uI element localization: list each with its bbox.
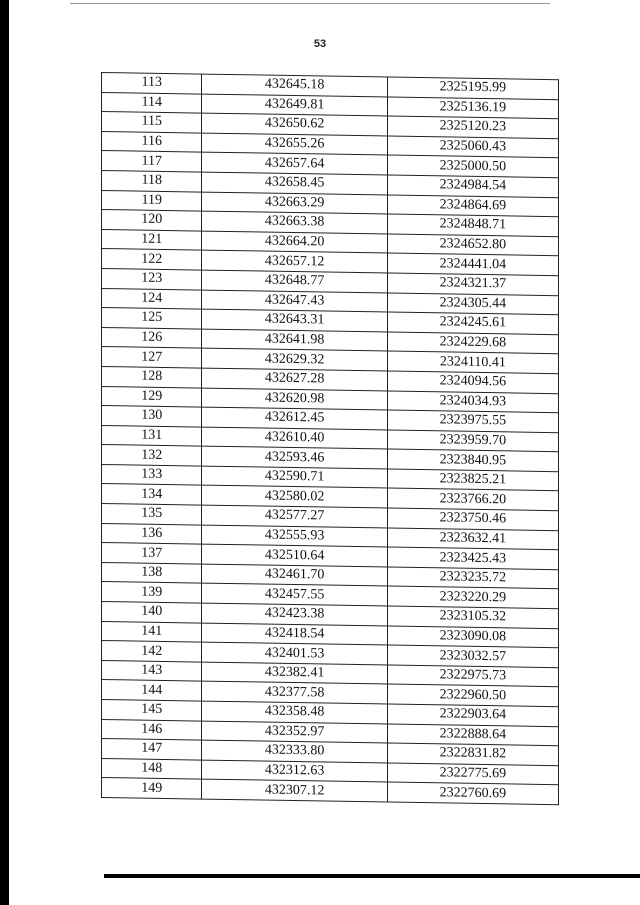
x-coordinate-cell: 432643.31 [202,309,387,332]
point-number-cell: 121 [102,229,202,250]
y-coordinate-cell: 2323766.20 [387,488,558,510]
y-coordinate-cell: 2323090.08 [387,626,558,648]
point-number-cell: 142 [102,641,202,662]
point-number-cell: 136 [102,523,202,544]
x-coordinate-cell: 432648.77 [202,270,387,293]
x-coordinate-cell: 432307.12 [202,779,387,802]
point-number-cell: 119 [102,190,202,211]
x-coordinate-cell: 432590.71 [202,466,387,489]
x-coordinate-cell: 432627.28 [202,368,387,391]
x-coordinate-cell: 432510.64 [202,544,387,567]
y-coordinate-cell: 2322975.73 [387,665,558,687]
point-number-cell: 131 [102,425,202,446]
scan-edge-bar [0,0,9,905]
page-number: 53 [313,38,327,50]
y-coordinate-cell: 2324305.44 [387,293,558,315]
point-number-cell: 146 [102,719,202,740]
point-number-cell: 113 [102,73,202,94]
y-coordinate-cell: 2323032.57 [387,645,558,667]
y-coordinate-cell: 2324864.69 [387,195,558,217]
point-number-cell: 145 [102,700,202,721]
y-coordinate-cell: 2322775.69 [387,763,558,785]
y-coordinate-cell: 2322960.50 [387,684,558,706]
x-coordinate-cell: 432620.98 [202,388,387,411]
x-coordinate-cell: 432312.63 [202,760,387,783]
point-number-cell: 143 [102,660,202,681]
x-coordinate-cell: 432418.54 [202,623,387,646]
y-coordinate-cell: 2325120.23 [387,116,558,138]
point-number-cell: 118 [102,170,202,191]
point-number-cell: 115 [102,112,202,133]
point-number-cell: 137 [102,543,202,564]
y-coordinate-cell: 2325136.19 [387,97,558,119]
x-coordinate-cell: 432641.98 [202,329,387,352]
x-coordinate-cell: 432657.64 [202,152,387,175]
x-coordinate-cell: 432593.46 [202,446,387,469]
x-coordinate-cell: 432655.26 [202,133,387,156]
point-number-cell: 141 [102,621,202,642]
x-coordinate-cell: 432401.53 [202,642,387,665]
y-coordinate-cell: 2324321.37 [387,273,558,295]
x-coordinate-cell: 432423.38 [202,603,387,626]
point-number-cell: 114 [102,92,202,113]
point-number-cell: 125 [102,308,202,329]
point-number-cell: 135 [102,504,202,525]
point-number-cell: 144 [102,680,202,701]
coordinates-table-body [102,73,559,805]
y-coordinate-cell: 2324652.80 [387,234,558,256]
x-coordinate-cell: 432352.97 [202,721,387,744]
y-coordinate-cell: 2322760.69 [387,782,558,804]
point-number-cell: 116 [102,131,202,152]
y-coordinate-cell: 2322831.82 [387,743,558,765]
top-rule [70,3,550,4]
x-coordinate-cell: 432657.12 [202,250,387,273]
y-coordinate-cell: 2323220.29 [387,586,558,608]
y-coordinate-cell: 2324441.04 [387,253,558,275]
point-number-cell: 129 [102,386,202,407]
y-coordinate-cell: 2324034.93 [387,390,558,412]
x-coordinate-cell: 432663.38 [202,211,387,234]
point-number-cell: 139 [102,582,202,603]
y-coordinate-cell: 2322903.64 [387,704,558,726]
x-coordinate-cell: 432377.58 [202,681,387,704]
coordinates-table [101,72,559,805]
y-coordinate-cell: 2323825.21 [387,469,558,491]
x-coordinate-cell: 432577.27 [202,505,387,528]
y-coordinate-cell: 2324094.56 [387,371,558,393]
y-coordinate-cell: 2324245.61 [387,312,558,334]
x-coordinate-cell: 432612.45 [202,407,387,430]
y-coordinate-cell: 2324229.68 [387,332,558,354]
point-number-cell: 117 [102,151,202,172]
point-number-cell: 130 [102,406,202,427]
bottom-rule [104,874,640,878]
y-coordinate-cell: 2323840.95 [387,449,558,471]
y-coordinate-cell: 2323105.32 [387,606,558,628]
point-number-cell: 126 [102,327,202,348]
x-coordinate-cell: 432457.55 [202,584,387,607]
x-coordinate-cell: 432650.62 [202,113,387,136]
y-coordinate-cell: 2324110.41 [387,351,558,373]
point-number-cell: 122 [102,249,202,270]
point-number-cell: 148 [102,758,202,779]
x-coordinate-cell: 432645.18 [202,74,387,97]
x-coordinate-cell: 432629.32 [202,348,387,371]
point-number-cell: 127 [102,347,202,368]
point-number-cell: 138 [102,562,202,583]
x-coordinate-cell: 432333.80 [202,740,387,763]
y-coordinate-cell: 2325000.50 [387,155,558,177]
y-coordinate-cell: 2325060.43 [387,136,558,158]
point-number-cell: 147 [102,739,202,760]
x-coordinate-cell: 432358.48 [202,701,387,724]
y-coordinate-cell: 2324984.54 [387,175,558,197]
x-coordinate-cell: 432555.93 [202,525,387,548]
point-number-cell: 140 [102,602,202,623]
point-number-cell: 134 [102,484,202,505]
x-coordinate-cell: 432580.02 [202,486,387,509]
y-coordinate-cell: 2324848.71 [387,214,558,236]
y-coordinate-cell: 2323425.43 [387,547,558,569]
x-coordinate-cell: 432382.41 [202,662,387,685]
point-number-cell: 128 [102,366,202,387]
x-coordinate-cell: 432610.40 [202,427,387,450]
point-number-cell: 124 [102,288,202,309]
point-number-cell: 149 [102,778,202,799]
point-number-cell: 120 [102,210,202,231]
point-number-cell: 123 [102,268,202,289]
point-number-cell: 132 [102,445,202,466]
x-coordinate-cell: 432658.45 [202,172,387,195]
y-coordinate-cell: 2323959.70 [387,430,558,452]
x-coordinate-cell: 432649.81 [202,94,387,117]
x-coordinate-cell: 432664.20 [202,231,387,254]
y-coordinate-cell: 2322888.64 [387,724,558,746]
x-coordinate-cell: 432461.70 [202,564,387,587]
x-coordinate-cell: 432663.29 [202,192,387,215]
point-number-cell: 133 [102,464,202,485]
x-coordinate-cell: 432647.43 [202,290,387,313]
y-coordinate-cell: 2323632.41 [387,528,558,550]
y-coordinate-cell: 2325195.99 [387,77,558,99]
y-coordinate-cell: 2323235.72 [387,567,558,589]
y-coordinate-cell: 2323750.46 [387,508,558,530]
y-coordinate-cell: 2323975.55 [387,410,558,432]
